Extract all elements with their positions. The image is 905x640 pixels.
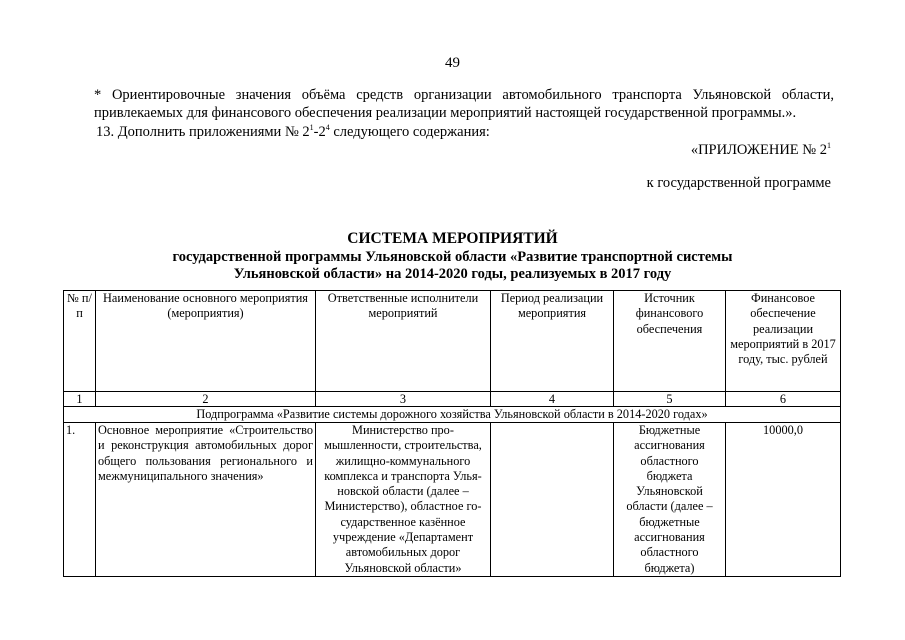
column-number-row <box>64 392 841 407</box>
measure-source: Бюджетные ассигнования областного бюджета Ульяновской области (далее – бюджетные ассигнования областного бюджета) <box>614 423 726 577</box>
appendix-label <box>691 142 831 159</box>
measure-period <box>491 423 614 577</box>
column-number: 2 <box>96 392 316 407</box>
item13-sup1: 1 <box>309 123 314 133</box>
footnote-text: * Ориентировочные значения объёма средств организации автомобильного транспорта Ульяновской области, привлекаемых для финансового обеспечения реализации мероприятий настоящей государственной программы.». <box>94 87 834 121</box>
page-number: 49 <box>445 55 460 71</box>
item13-mid: -2 <box>313 124 326 140</box>
appendix-label-text: «ПРИЛОЖЕНИЕ № 2 <box>690 142 827 158</box>
footnote-paragraph <box>94 86 834 122</box>
subprogram-row <box>64 407 841 423</box>
column-number: 5 <box>614 392 726 407</box>
subtitle-line-1: государственной программы Ульяновской области «Развитие транспортной системы <box>172 249 733 265</box>
header-cell: Источник финансового обеспечения <box>614 291 726 392</box>
column-number: 1 <box>64 392 96 407</box>
item13-suffix: следующего содержания: <box>329 124 490 140</box>
measures-table <box>63 290 841 577</box>
item13-prefix: 13. Дополнить приложениями № 2 <box>96 124 310 140</box>
document-title: СИСТЕМА МЕРОПРИЯТИЙ <box>347 230 558 247</box>
subprogram-title: Подпрограмма «Развитие системы дорожного хозяйства Ульяновской области в 2014-2020 годах» <box>64 407 841 423</box>
header-cell: Период реализации мероприятия <box>491 291 614 392</box>
appendix-sup: 1 <box>827 141 831 151</box>
document-subtitle <box>0 249 905 283</box>
column-number: 4 <box>491 392 614 407</box>
header-cell: Финансовое обеспечение реализации мероприятий в 2017 году, тыс. рублей <box>726 291 841 392</box>
table-row <box>64 423 841 577</box>
column-number: 6 <box>726 392 841 407</box>
item13-sup2: 4 <box>325 123 330 133</box>
column-number: 3 <box>316 392 491 407</box>
subtitle-line-2: Ульяновской области» на 2014-2020 годы, реализуемых в 2017 году <box>233 266 672 282</box>
header-cell: Наименование основного мероприятия (мероприятия) <box>96 291 316 392</box>
header-cell: Ответственные исполнители мероприятий <box>316 291 491 392</box>
appendix-subtitle: к государственной программе <box>646 175 831 191</box>
header-cell: № п/п <box>64 291 96 392</box>
item13-paragraph <box>96 123 836 141</box>
table-header-row <box>64 291 841 392</box>
measure-executors: Министерство промышленности, строительства, жилищно-коммунального комплекса и транспорта Ульяновской области (далее – Министерство), областное государственное казённое учреждение «Департамент автомобильных дорог Ульяновской области» <box>316 423 491 577</box>
row-number: 1. <box>64 423 96 577</box>
measure-name: Основное мероприятие «Строительство и реконструкция автомобильных дорог общего пользования регионального и межмуниципального значения» <box>96 423 316 577</box>
measure-amount: 10000,0 <box>726 423 841 577</box>
